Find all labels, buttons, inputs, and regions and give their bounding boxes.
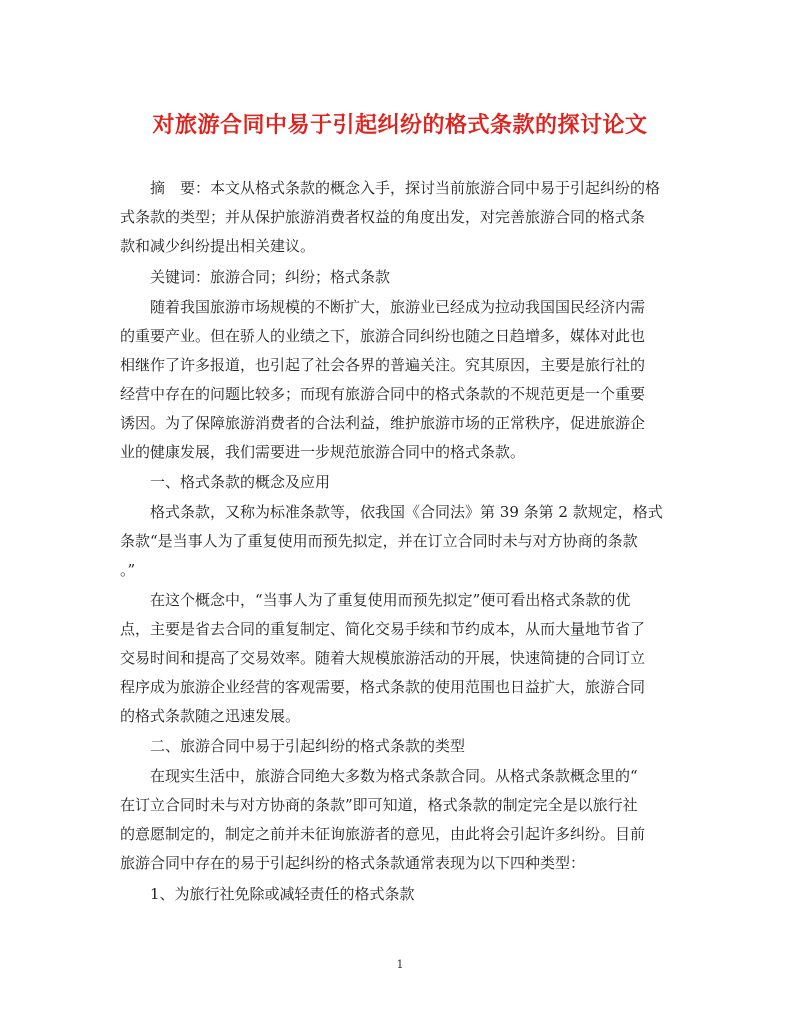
paragraph-line: 。” <box>120 561 136 579</box>
paragraph-line: 业的健康发展，我们需要进一步规范旅游合同中的格式条款。 <box>120 443 526 461</box>
section-heading-1: 一、格式条款的概念及应用 <box>150 473 331 491</box>
document-title: 对旅游合同中易于引起纠纷的格式条款的探讨论文 <box>152 112 648 138</box>
paragraph-line: 格式条款，又称为标准条款等，依我国《合同法》第 39 条第 2 款规定，格式 <box>150 503 663 521</box>
paragraph-line: 交易时间和提高了交易效率。随着大规模旅游活动的开展，快速简捷的合同订立 <box>120 649 646 667</box>
paragraph-line: 在订立合同时未与对方协商的条款”即可知道，格式条款的制定完全是以旅行社 <box>120 796 638 814</box>
subsection-heading-1: 1、为旅行社免除或减轻责任的格式条款 <box>150 885 415 903</box>
paragraph-line: 点，主要是省去合同的重复制定、简化交易手续和节约成本，从而大量地节省了 <box>120 620 646 638</box>
abstract-line-3: 款和减少纠纷提出相关建议。 <box>120 237 316 255</box>
paragraph-line: 在现实生活中，旅游合同绝大多数为格式条款合同。从格式条款概念里的“ <box>150 767 638 785</box>
paragraph-line: 相继作了许多报道，也引起了社会各界的普遍关注。究其原因，主要是旅行社的 <box>120 356 646 374</box>
abstract-line-1: 摘 要：本文从格式条款的概念入手，探讨当前旅游合同中易于引起纠纷的格 <box>150 179 661 197</box>
paragraph-line: 的格式条款随之迅速发展。 <box>120 707 301 725</box>
paragraph-line: 的重要产业。但在骄人的业绩之下，旅游合同纠纷也随之日趋增多，媒体对此也 <box>120 327 646 345</box>
paragraph-line: 在这个概念中，“当事人为了重复使用而预先拟定”便可看出格式条款的优 <box>150 591 631 609</box>
paragraph-line: 旅游合同中存在的易于引起纠纷的格式条款通常表现为以下四种类型： <box>120 854 586 872</box>
paragraph-line: 程序成为旅游企业经营的客观需要，格式条款的使用范围也日益扩大，旅游合同 <box>120 678 646 696</box>
paragraph-line: 诱因。为了保障旅游消费者的合法利益，维护旅游市场的正常秩序，促进旅游企 <box>120 414 646 432</box>
paragraph-line: 随着我国旅游市场规模的不断扩大，旅游业已经成为拉动我国国民经济内需 <box>150 298 646 316</box>
keywords-line: 关键词：旅游合同；纠纷；格式条款 <box>150 268 391 286</box>
paragraph-line: 的意愿制定的，制定之前并未征询旅游者的意见，由此将会引起许多纠纷。目前 <box>120 825 646 843</box>
paragraph-line: 条款“是当事人为了重复使用而预先拟定，并在订立合同时未与对方协商的条款 <box>120 532 638 550</box>
abstract-line-2: 式条款的类型；并从保护旅游消费者权益的角度出发，对完善旅游合同的格式条 <box>120 208 646 226</box>
paragraph-line: 经营中存在的问题比较多；而现有旅游合同中的格式条款的不规范更是一个重要 <box>120 385 646 403</box>
section-heading-2: 二、旅游合同中易于引起纠纷的格式条款的类型 <box>150 737 466 755</box>
page-number: 1 <box>396 958 404 971</box>
